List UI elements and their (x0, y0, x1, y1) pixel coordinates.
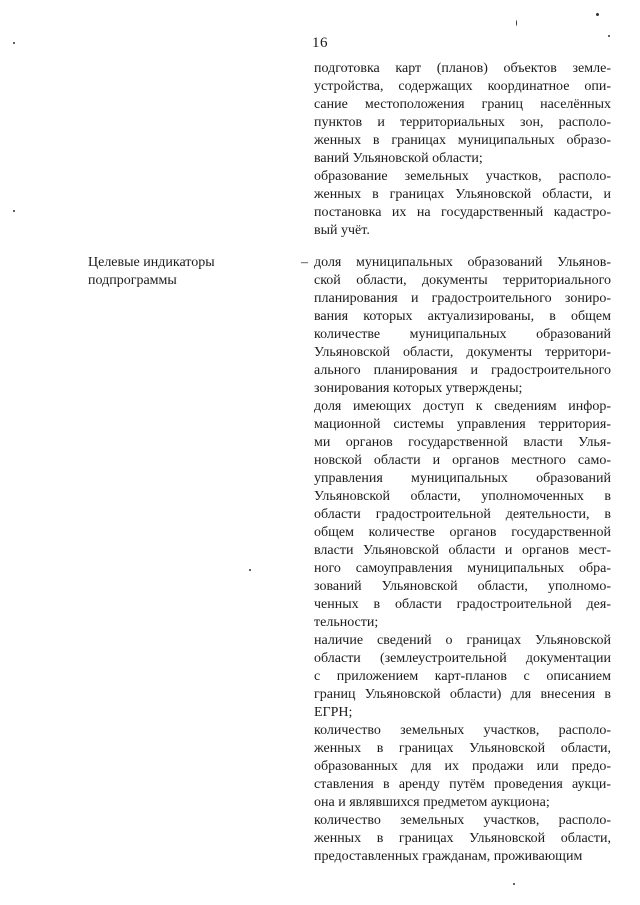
indicators-label (88, 254, 288, 290)
text-line: ального планирования и градостроительного (314, 363, 611, 378)
text-line: женных в границах Ульяновской области, (314, 741, 611, 756)
text-line: ваний Ульяновской области; (314, 151, 483, 166)
text-line: наличие сведений о границах Ульяновской (314, 633, 611, 648)
text-line: предоставленных гражданам, проживающим (314, 849, 583, 864)
text-line: Ульяновской области, уполномоченных в (314, 489, 611, 504)
text-line: количество земельных участков, располо- (314, 723, 611, 738)
text-line: новской области и органов местного само- (314, 453, 611, 468)
paragraph (314, 722, 611, 812)
text-line: ЕГРН; (314, 705, 353, 720)
paragraph (314, 60, 611, 168)
indicators-label-line: Целевые индикаторы (88, 255, 215, 270)
text-line: количестве муниципальных образований (314, 327, 611, 342)
section-top-text (314, 60, 611, 240)
text-line: границ Ульяновской области) для внесения в (314, 687, 611, 702)
text-line: с приложением карт-планов с описанием (314, 669, 611, 684)
paragraph (314, 812, 611, 866)
indicators-label-line: подпрограммы (88, 273, 177, 288)
text-line: вания которых актуализированы, в общем (314, 309, 611, 324)
text-line: власти Ульяновской области и органов мест- (314, 543, 611, 558)
text-line: Ульяновской области, документы территори- (314, 345, 611, 360)
text-line: зований Ульяновской области, уполномо- (314, 579, 611, 594)
scan-speck (13, 42, 15, 44)
paragraph (314, 254, 611, 398)
scan-speck (596, 13, 599, 16)
text-line: устройства, содержащих координатное опи- (314, 79, 611, 94)
text-line: доля муниципальных образований Ульянов- (314, 255, 611, 270)
text-line: подготовка карт (планов) объектов земле- (314, 61, 611, 76)
text-line: планирования и градостроительного зониро- (314, 291, 611, 306)
text-line: она и являвшихся предметом аукциона; (314, 795, 550, 810)
text-line: общем количестве органов государственной (314, 525, 611, 540)
text-line: женных в границах Ульяновской области, и (314, 187, 611, 202)
text-line: ставления в аренду путём проведения аукци- (314, 777, 611, 792)
text-line: ного самоуправления муниципальных обра- (314, 561, 611, 576)
text-line: ченных в области градостроительной дея- (314, 597, 611, 612)
text-line: вый учёт. (314, 223, 370, 238)
page-number: 16 (312, 35, 328, 51)
text-line: ми органов государственной власти Улья- (314, 435, 611, 450)
scan-speck (608, 35, 610, 37)
text-line: количество земельных участков, располо- (314, 813, 611, 828)
text-line: мационной системы управления территория- (314, 417, 611, 432)
text-line: управления муниципальных образований (314, 471, 611, 486)
scan-speck (516, 20, 517, 26)
text-line: тельности; (314, 615, 379, 630)
text-line: сание местоположения границ населённых (314, 97, 611, 112)
text-line: области градостроительной деятельности, в (314, 507, 611, 522)
indicators-text (314, 254, 611, 866)
scan-speck (13, 210, 15, 212)
paragraph (314, 398, 611, 632)
text-line: образованных для их продажи или предо- (314, 759, 611, 774)
text-line: области (землеустроительной документации (314, 651, 611, 666)
text-line: постановка их на государственный кадастро- (314, 205, 611, 220)
text-line: доля имеющих доступ к сведениям инфор- (314, 399, 611, 414)
paragraph (314, 168, 611, 240)
text-line: зонирования которых утверждены; (314, 381, 523, 396)
text-line: пунктов и территориальных зон, располо- (314, 115, 611, 130)
text-line: образование земельных участков, располо- (314, 169, 611, 184)
text-line: женных в границах Ульяновской области, (314, 831, 611, 846)
text-line: женных в границах муниципальных образо- (314, 133, 611, 148)
scan-speck (513, 883, 515, 885)
scan-speck (249, 569, 251, 571)
text-line: ской области, документы территориального (314, 273, 611, 288)
list-dash: – (301, 255, 308, 270)
paragraph (314, 632, 611, 722)
